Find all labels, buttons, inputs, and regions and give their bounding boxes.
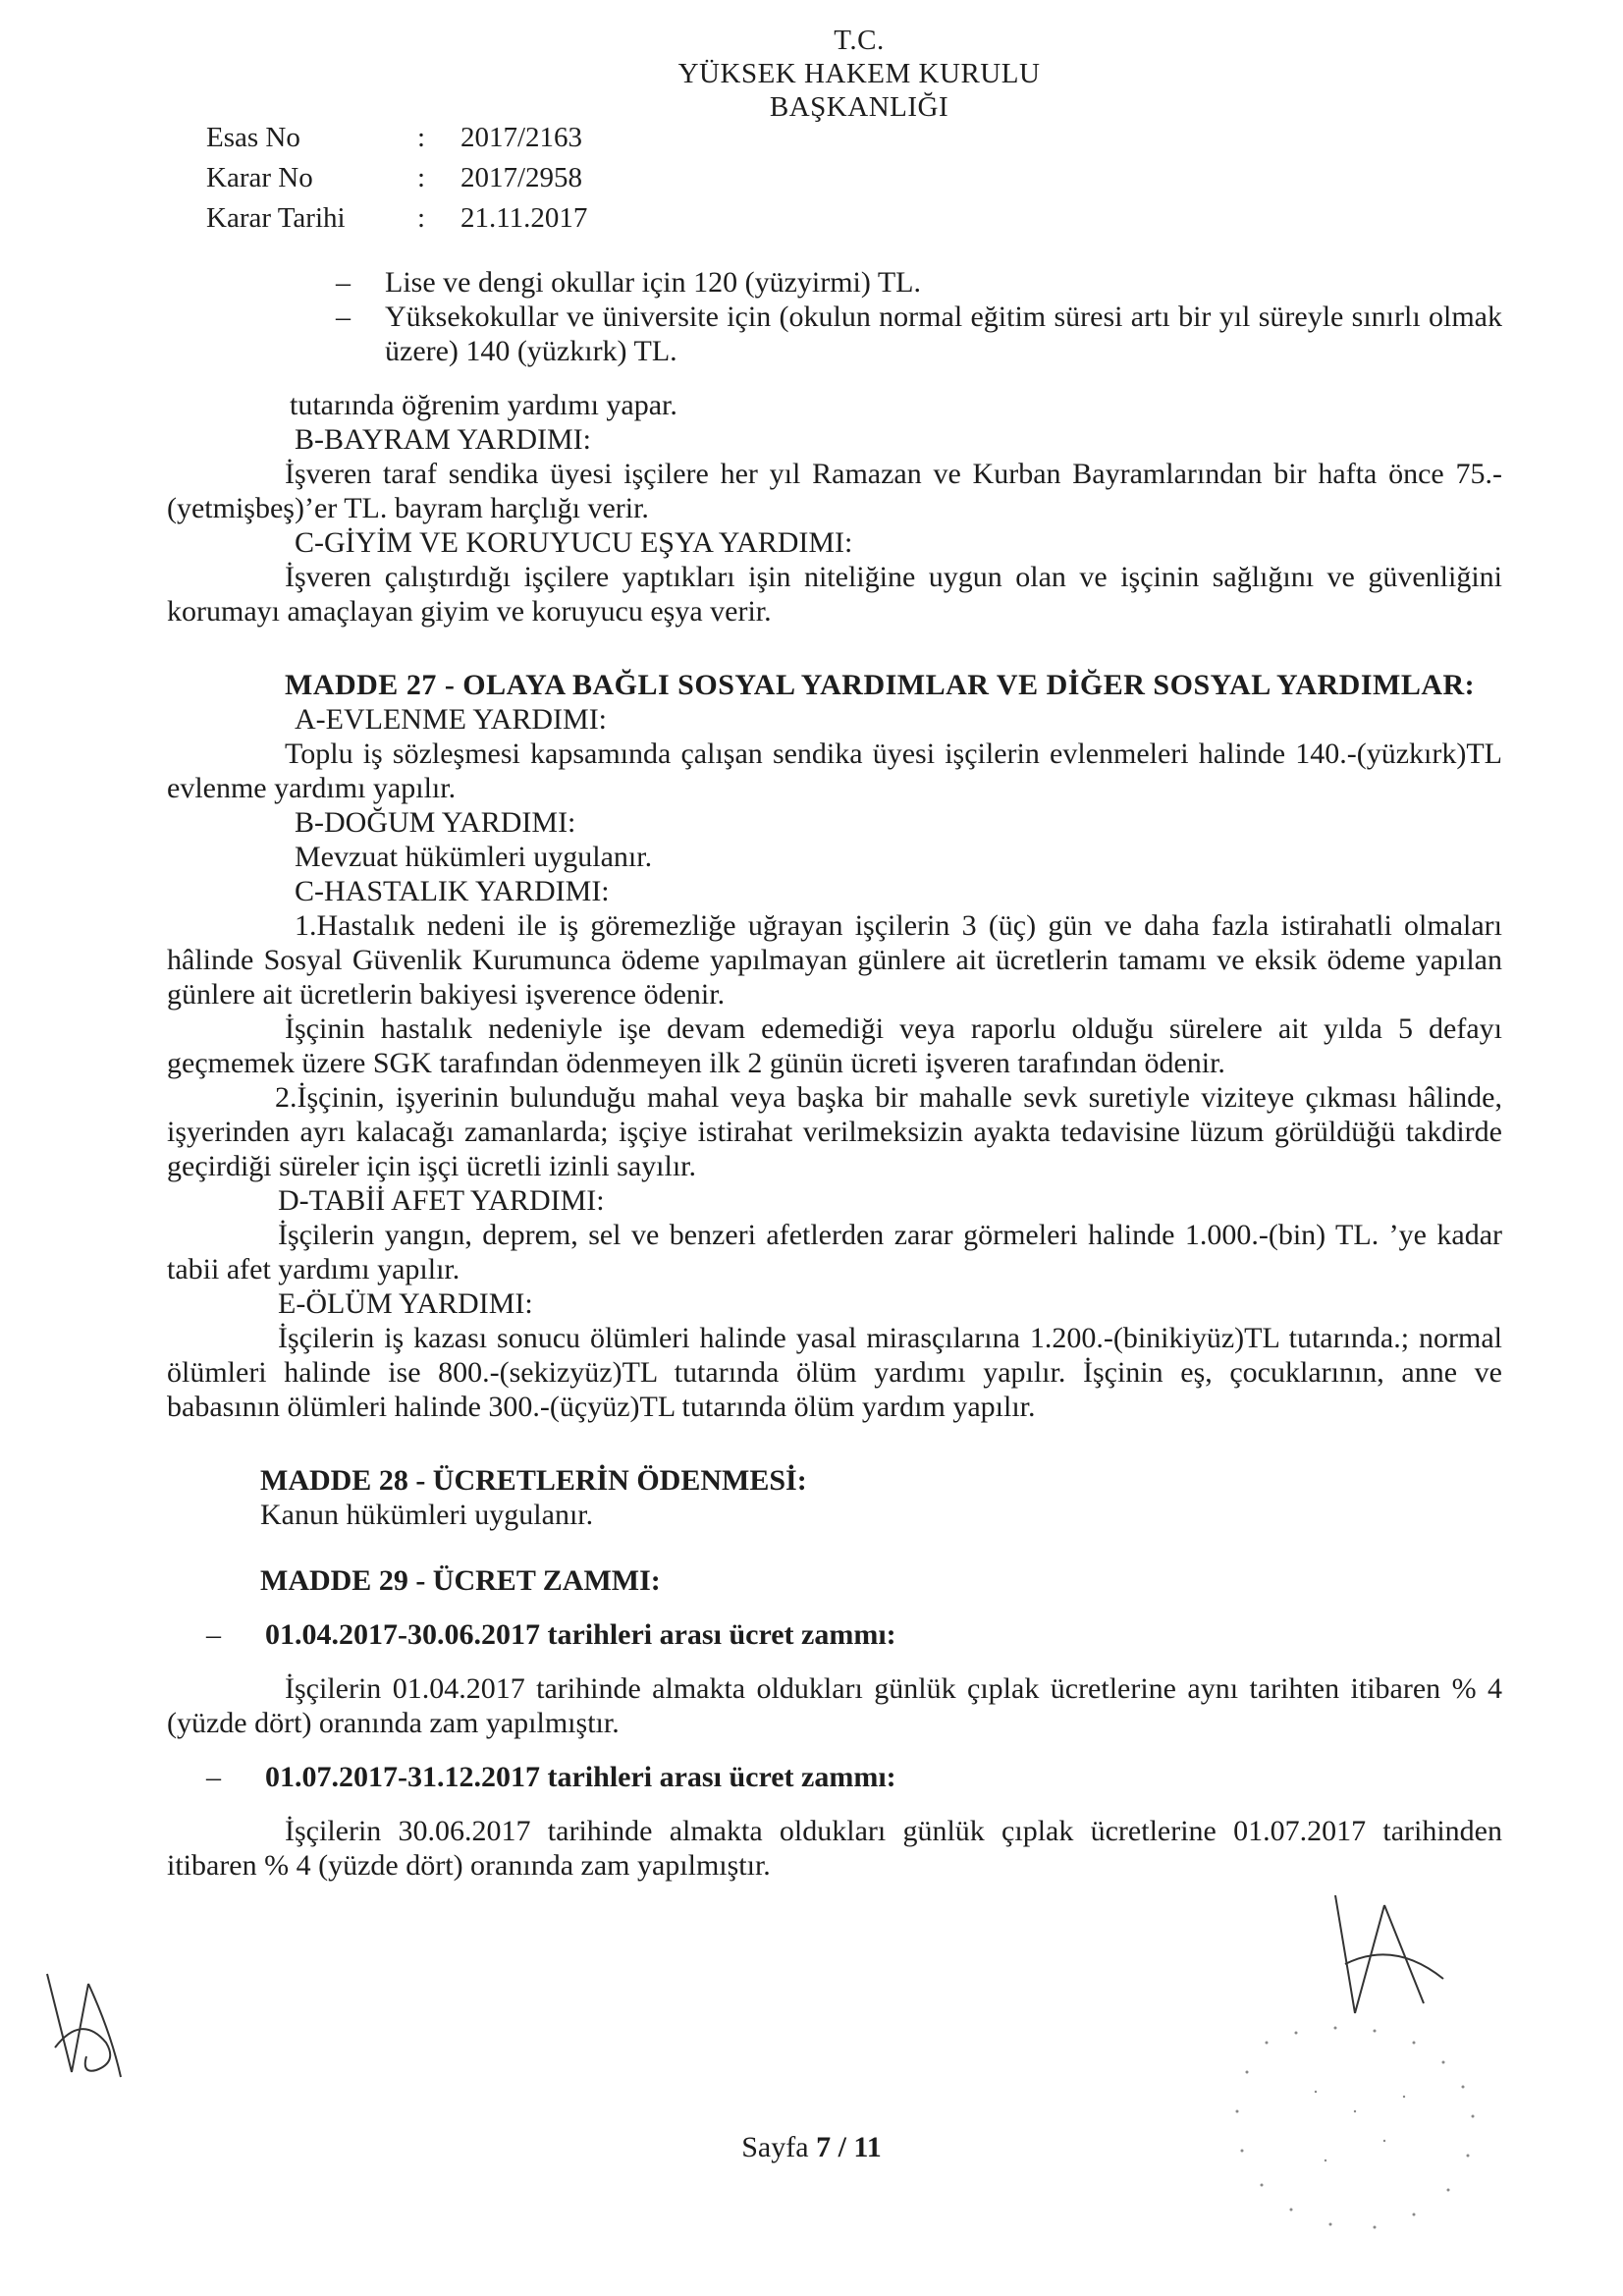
list-item-text: Yüksekokullar ve üniversite için (okulun normal eğitim süresi artı bir yıl süreyle sınırlı olmak üzere) 140 (yüzkırk) TL. [385, 301, 1502, 367]
paragraph: 2.İşçinin, işyerinin bulunduğu mahal veya başka bir mahalle sevk suretiyle viziteye çıkması hâlinde, işyerinden ayrı kalacağı zamanlarda; işçiye istirahat verilmeksizin ayakta tedavisine lüzum görüldüğü takdirde geçirdiği süreler için işçi ücretli izinli sayılır. [167, 1081, 1502, 1182]
paragraph: İşçinin hastalık nedeniyle işe devam edemediği veya raporlu olduğu sürelere ait yılda 5 defayı geçmemek üzere SGK tarafından ödenmeyen ilk 2 günün ücreti işveren tarafından ödenir. [167, 1012, 1502, 1079]
paragraph: İşçilerin iş kazası sonucu ölümleri halinde yasal mirasçılarına 1.200.-(binikiyüz)TL tutarında.; normal ölümleri halinde ise 800.-(sekizyüz)TL tutarında ölüm yardımı yapılır. İşçinin eş, çocuklarının, anne ve babasının ölümleri halinde 300.-(üçyüz)TL tutarında ölüm yardım yapılır. [167, 1322, 1502, 1423]
meta-sep: : [417, 162, 426, 193]
meta-row-esas [206, 118, 587, 158]
section-heading: D-TABİİ AFET YARDIMI: [278, 1184, 605, 1217]
handwritten-initials-signature [27, 1954, 135, 2092]
dash: – [206, 1761, 221, 1793]
paragraph: İşçilerin 01.04.2017 tarihinde almakta oldukları günlük çıplak ücretlerine aynı tarihten itibaren % 4 (yüzde dört) oranında zam yapılmıştır. [167, 1672, 1502, 1739]
page-count: 7 / 11 [816, 2131, 882, 2163]
header-institution: YÜKSEK HAKEM KURULU [677, 58, 1041, 89]
section-heading: B-BAYRAM YARDIMI: [295, 423, 591, 456]
document-header [638, 24, 1080, 124]
meta-value: 2017/2958 [460, 162, 583, 193]
raise-period-title [167, 1617, 1502, 1652]
article-heading: MADDE 28 - ÜCRETLERİN ÖDENMESİ: [260, 1464, 807, 1497]
case-meta [206, 118, 587, 239]
section-heading: E-ÖLÜM YARDIMI: [278, 1287, 533, 1320]
meta-label: Karar No [206, 162, 313, 193]
header-tc: T.C. [834, 25, 885, 56]
section-heading: C-GİYİM VE KORUYUCU EŞYA YARDIMI: [295, 526, 853, 559]
dash: – [336, 266, 351, 299]
handwritten-signature [1316, 1886, 1492, 2023]
meta-row-tarih [206, 198, 587, 239]
article-heading: MADDE 29 - ÜCRET ZAMMI: [260, 1564, 661, 1597]
list-item-text: Lise ve dengi okullar için 120 (yüzyirmi) TL. [385, 266, 921, 299]
document-body [167, 265, 1502, 1883]
article-heading: MADDE 27 - OLAYA BAĞLI SOSYAL YARDIMLAR VE DİĞER SOSYAL YARDIMLAR: [285, 669, 1476, 701]
list-item [167, 265, 1502, 300]
meta-label: Karar Tarihi [206, 202, 346, 234]
header-presidency: BAŞKANLIĞI [769, 91, 949, 123]
paragraph: tutarında öğrenim yardımı yapar. [290, 389, 677, 421]
dash: – [336, 301, 351, 333]
page-prefix: Sayfa [741, 2131, 809, 2163]
paragraph: İşveren taraf sendika üyesi işçilere her yıl Ramazan ve Kurban Bayramlarından bir hafta önce 75.-(yetmişbeş)’er TL. bayram harçlığı verir. [167, 458, 1502, 524]
paragraph: Kanun hükümleri uygulanır. [260, 1499, 594, 1531]
section-heading: A-EVLENME YARDIMI: [295, 703, 608, 736]
list-item [167, 300, 1502, 368]
section-heading: B-DOĞUM YARDIMI: [295, 806, 576, 839]
paragraph: İşçilerin yangın, deprem, sel ve benzeri afetlerden zarar görmeleri halinde 1.000.-(bin) TL. ’ye kadar tabii afet yardımı yapılır. [167, 1219, 1502, 1285]
meta-value: 2017/2163 [460, 122, 583, 153]
stamp-mark [1208, 2003, 1522, 2249]
meta-sep: : [417, 122, 426, 153]
meta-row-karar [206, 158, 587, 198]
paragraph: Mevzuat hükümleri uygulanır. [295, 841, 653, 873]
raise-period-label: 01.07.2017-31.12.2017 tarihleri arası ücret zammı: [265, 1761, 896, 1793]
paragraph: İşçilerin 30.06.2017 tarihinde almakta oldukları günlük çıplak ücretlerine 01.07.2017 tarihinden itibaren % 4 (yüzde dört) oranında zam yapılmıştır. [167, 1815, 1502, 1882]
raise-period-title [167, 1760, 1502, 1794]
meta-sep: : [417, 202, 426, 234]
raise-period-label: 01.04.2017-30.06.2017 tarihleri arası ücret zammı: [265, 1618, 896, 1651]
dash: – [206, 1618, 221, 1651]
section-heading: C-HASTALIK YARDIMI: [295, 875, 610, 907]
paragraph: Toplu iş sözleşmesi kapsamında çalışan sendika üyesi işçilerin evlenmeleri halinde 140.-(yüzkırk)TL evlenme yardımı yapılır. [167, 738, 1502, 804]
meta-label: Esas No [206, 122, 300, 153]
paragraph: İşveren çalıştırdığı işçilere yaptıkları işin niteliğine uygun olan ve işçinin sağlığını ve güvenliğini korumayı amaçlayan giyim ve koruyucu eşya verir. [167, 561, 1502, 628]
meta-value: 21.11.2017 [460, 202, 588, 234]
paragraph: 1.Hastalık nedeni ile iş göremezliğe uğrayan işçilerin 3 (üç) gün ve daha fazla istirahatli olmaları hâlinde Sosyal Güvenlik Kurumunca ödeme yapılmayan günlere ait ücretlerin tamamı ve eksik ödeme yapılan günlere ait ücretlerin bakiyesi işverence ödenir. [167, 909, 1502, 1011]
